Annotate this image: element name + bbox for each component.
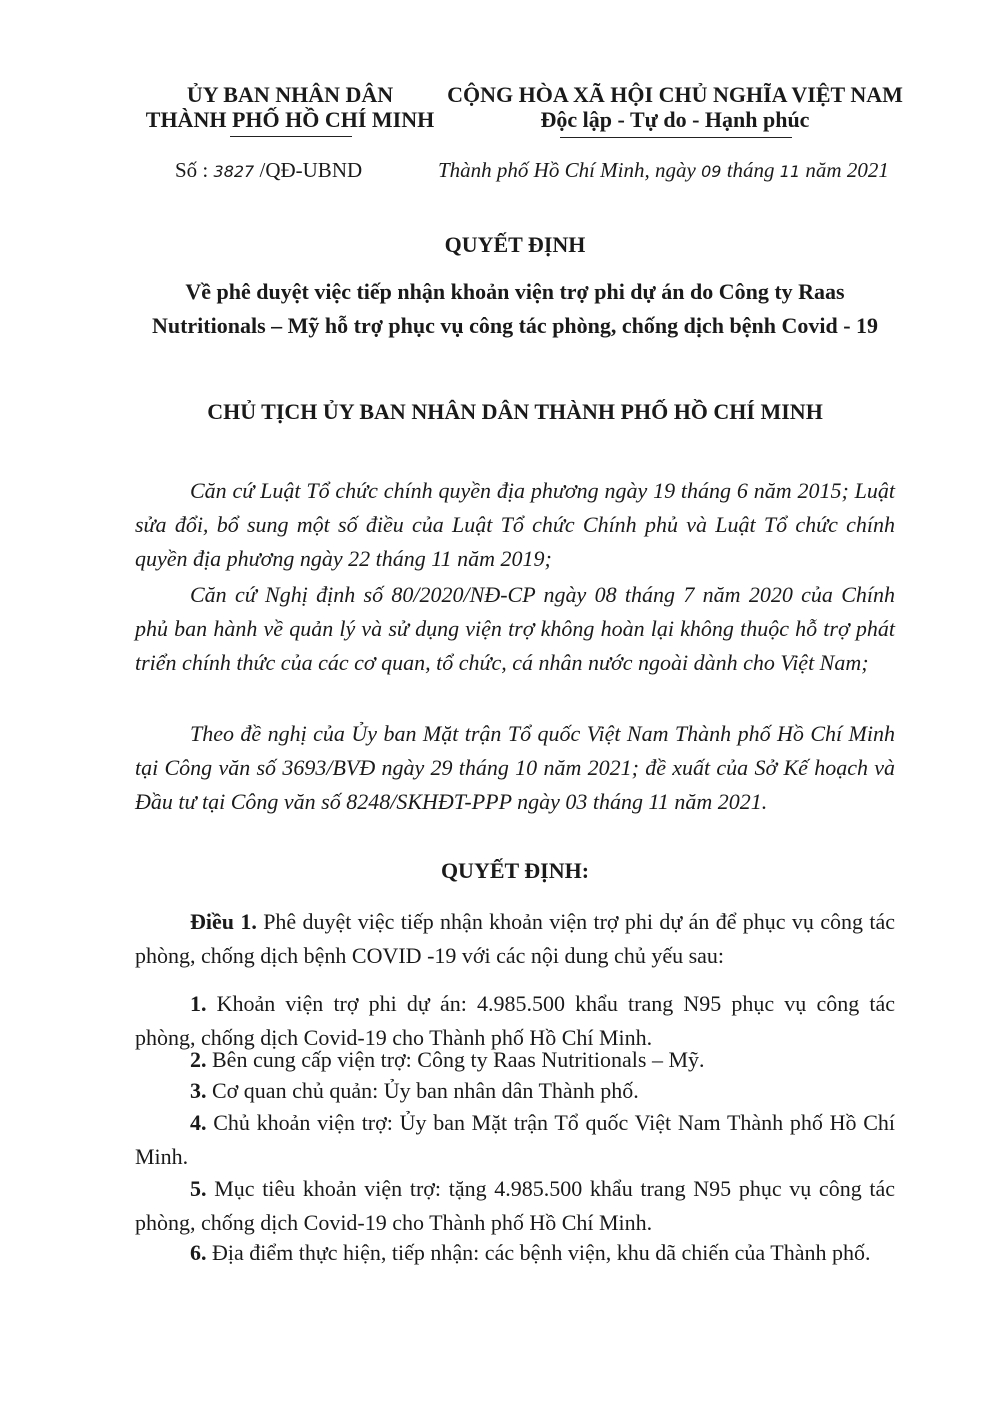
list-item [135,1172,895,1240]
item-number: 2. [190,1047,207,1072]
document-title: QUYẾT ĐỊNH [444,232,586,257]
org-name-line1: ỦY BAN NHÂN DÂN [186,82,394,107]
preamble-paragraph: Căn cứ Luật Tổ chức chính quyền địa phương ngày 19 tháng 6 năm 2015; Luật sửa đổi, bổ sung một số điều của Luật Tổ chức Chính phủ và Luật Tổ chức chính quyền địa phương ngày 22 tháng 11 năm 2019; [135,478,895,571]
item-number: 3. [190,1078,207,1103]
article-1-text: Phê duyệt việc tiếp nhận khoản viện trợ phi dự án để phục vụ công tác phòng, chống dịch bệnh COVID -19 với các nội dung chủ yếu sau: [135,909,895,968]
list-item [135,1236,895,1270]
nation-motto: Độc lập - Tự do - Hạnh phúc [540,107,810,132]
item-number: 1. [190,991,207,1016]
preamble-paragraph: Theo đề nghị của Ủy ban Mặt trận Tổ quốc Việt Nam Thành phố Hồ Chí Minh tại Công văn số 3693/BVĐ ngày 29 tháng 10 năm 2021; đề xuất của Sở Kế hoạch và Đầu tư tại Công văn số 8248/SKHĐT-PPP ngày 03 tháng 11 năm 2021. [135,721,895,814]
document-date [438,158,889,183]
date-part1: Thành phố Hồ Chí Minh, ngày [438,158,696,182]
item-text: Khoản viện trợ phi dự án: 4.985.500 khẩu trang N95 phục vụ công tác phòng, chống dịch Covid-19 cho Thành phố Hồ Chí Minh. [135,991,895,1050]
article-1-label: Điều 1. [190,909,257,934]
nation-name: CỘNG HÒA XÃ HỘI CHỦ NGHĨA VIỆT NAM [447,82,903,107]
date-part2: tháng [726,158,775,182]
number-suffix: /QĐ-UBND [259,158,363,182]
item-text: Mục tiêu khoản viện trợ: tặng 4.985.500 khẩu trang N95 phục vụ công tác phòng, chống dịch Covid-19 cho Thành phố Hồ Chí Minh. [135,1176,896,1235]
subject-line2: Nutritionals – Mỹ hỗ trợ phục vụ công tác phòng, chống dịch bệnh Covid - 19 [151,313,879,338]
subject-line1: Về phê duyệt việc tiếp nhận khoản viện trợ phi dự án do Công ty Raas [185,279,845,304]
handwritten-number: 3827 [213,162,255,181]
org-name-line2: THÀNH PHỐ HỒ CHÍ MINH [145,107,435,132]
handwritten-month: 11 [779,162,801,181]
motto-underline [560,137,792,138]
item-text: Cơ quan chủ quản: Ủy ban nhân dân Thành phố. [212,1078,639,1103]
document-number [175,158,362,183]
decision-heading: QUYẾT ĐỊNH: [440,858,590,883]
item-number: 6. [190,1240,207,1265]
handwritten-day: 09 [701,162,722,181]
article-1 [135,905,895,973]
preamble-paragraph: Căn cứ Nghị định số 80/2020/NĐ-CP ngày 08 tháng 7 năm 2020 của Chính phủ ban hành về quản lý và sử dụng viện trợ không hoàn lại không thuộc hỗ trợ phát triển chính thức của các cơ quan, tổ chức, cá nhân nước ngoài dành cho Việt Nam; [135,582,895,675]
item-number: 5. [190,1176,207,1201]
org-underline [230,136,352,137]
item-text: Bên cung cấp viện trợ: Công ty Raas Nutritionals – Mỹ. [212,1047,705,1072]
authority-heading: CHỦ TỊCH ỦY BAN NHÂN DÂN THÀNH PHỐ HỒ CHÍ MINH [207,399,823,424]
item-text: Địa điểm thực hiện, tiếp nhận: các bệnh viện, khu dã chiến của Thành phố. [212,1240,871,1265]
number-prefix: Số : [175,158,209,182]
item-number: 4. [190,1110,207,1135]
list-item [135,1106,895,1174]
date-part3: năm 2021 [805,158,889,182]
item-text: Chủ khoản viện trợ: Ủy ban Mặt trận Tổ quốc Việt Nam Thành phố Hồ Chí Minh. [135,1110,895,1169]
list-item [135,1074,895,1108]
list-item [135,1043,895,1077]
